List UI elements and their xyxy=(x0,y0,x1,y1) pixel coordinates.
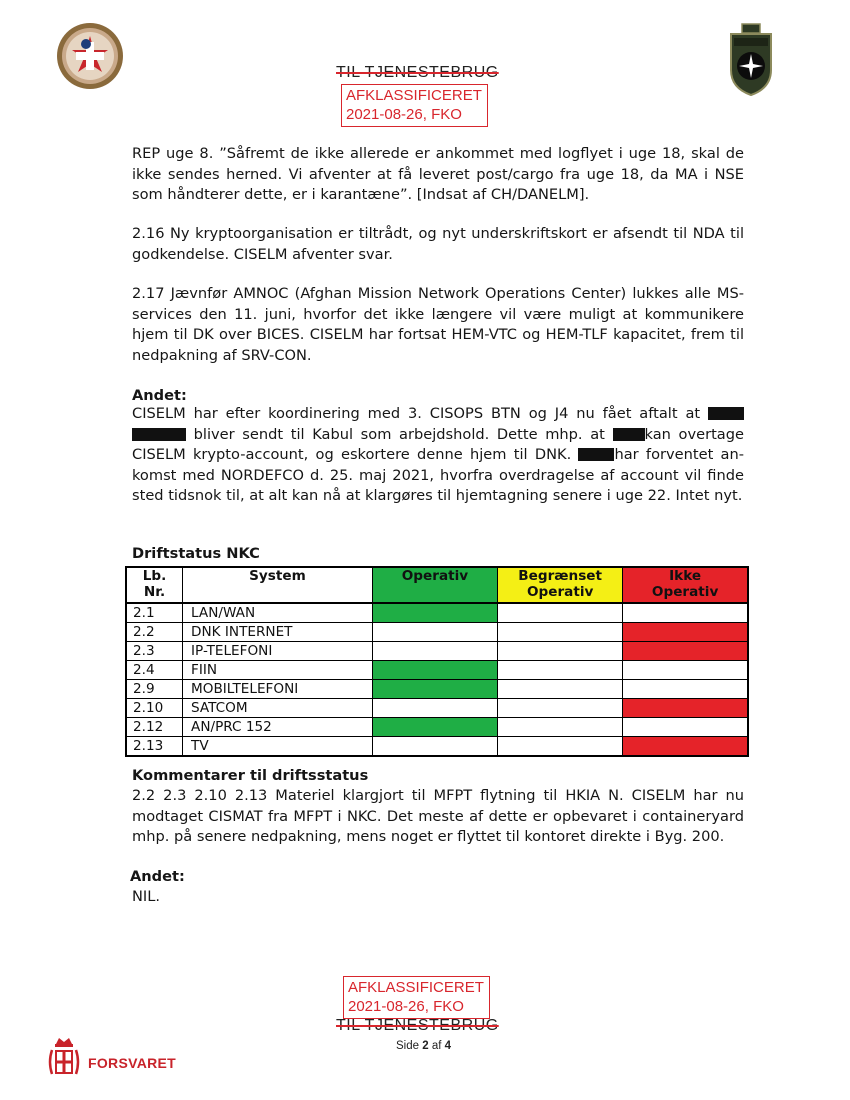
header-text: Operativ xyxy=(651,584,719,600)
cell-system: IP-TELEFONI xyxy=(183,642,373,661)
forsvaret-brand: FORSVARET xyxy=(88,1055,176,1071)
cell-nr: 2.9 xyxy=(126,680,183,699)
kommentar-heading: Kommentarer til driftsstatus xyxy=(132,767,369,784)
cell-status-ikke xyxy=(623,680,748,699)
header-text: Ikke xyxy=(669,568,702,584)
redaction-bar xyxy=(132,428,186,441)
cell-status-operativ xyxy=(372,718,497,737)
cell-status-operativ xyxy=(372,661,497,680)
header-text: Begrænset xyxy=(518,568,603,584)
paragraph-2-17: 2.17 Jævnfør AMNOC (Afghan Mission Network Operations Center) lukkes alle MS-services den 11. juni, hvorfor det ikke længere vil være muligt at kommunikere hjem til DK over BICES. CISELM har fortsat HEM-VTC og HEM-TLF kapacitet, frem til nedpakning af SRV-CON. xyxy=(132,285,744,364)
table-heading: Driftstatus NKC xyxy=(132,545,260,562)
cell-status-begraenset xyxy=(498,661,623,680)
andet-heading-2: Andet: xyxy=(130,868,185,885)
forsvaret-crown-emblem-icon xyxy=(46,1036,82,1080)
table-row xyxy=(126,699,748,718)
table-row xyxy=(126,680,748,699)
header-text: Lb. xyxy=(142,568,167,584)
table-row xyxy=(126,718,748,737)
declassified-stamp-top xyxy=(341,84,488,127)
paragraph-rep-uge-8: REP uge 8. ”Såfremt de ikke allerede er ankommet med logflyet i uge 18, skal de ikke sendes herned. Vi afventer at få leveret post/cargo fra uge 18, da MA i NSE som håndterer dette, er i karantæne”. [Indsat af CH/DANELM]. xyxy=(132,145,744,203)
header-text: Nr. xyxy=(143,584,166,600)
page-current: 2 xyxy=(422,1040,429,1052)
andet-text-2: NIL. xyxy=(132,888,160,905)
page-prefix: Side xyxy=(396,1040,420,1052)
cell-status-operativ xyxy=(372,680,497,699)
andet-text-part-a: CISELM har efter koordinering med 3. CISOPS BTN og J4 nu fået aftalt at xyxy=(132,405,701,422)
cell-nr: 2.1 xyxy=(126,603,183,623)
cell-status-operativ xyxy=(372,642,497,661)
paragraph-andet-1 xyxy=(132,404,744,507)
table-row xyxy=(126,737,748,757)
cell-nr: 2.10 xyxy=(126,699,183,718)
cell-status-ikke xyxy=(623,623,748,642)
stamp-line-date: 2021-08-26, FKO xyxy=(348,998,464,1015)
column-header-nr xyxy=(126,567,183,603)
cell-status-ikke xyxy=(623,642,748,661)
cell-system: FIIN xyxy=(183,661,373,680)
cell-system: DNK INTERNET xyxy=(183,623,373,642)
cell-system: SATCOM xyxy=(183,699,373,718)
cell-status-ikke xyxy=(623,699,748,718)
cell-system: MOBILTELEFONI xyxy=(183,680,373,699)
cell-status-ikke xyxy=(623,737,748,757)
declassified-stamp-bottom xyxy=(343,976,490,1019)
cell-status-begraenset xyxy=(498,623,623,642)
table-row xyxy=(126,661,748,680)
cell-system: LAN/WAN xyxy=(183,603,373,623)
stamp-line-date: 2021-08-26, FKO xyxy=(346,106,462,123)
cell-status-operativ xyxy=(372,623,497,642)
cell-system: TV xyxy=(183,737,373,757)
cell-nr: 2.2 xyxy=(126,623,183,642)
paragraph-2-16: 2.16 Ny kryptoorganisation er tiltrådt, og nyt underskriftskort er afsendt til NDA til godkendelse. CISELM afventer svar. xyxy=(132,225,744,263)
cell-status-begraenset xyxy=(498,680,623,699)
table-row xyxy=(126,642,748,661)
cell-nr: 2.12 xyxy=(126,718,183,737)
andet-text-part-b: bliver sendt til Kabul som arbejdshold. Dette mhp. at xyxy=(193,425,605,443)
cell-status-begraenset xyxy=(498,718,623,737)
redaction-bar xyxy=(708,407,744,420)
kommentar-paragraph: 2.2 2.3 2.10 2.13 Materiel klargjort til MFPT flytning til HKIA N. CISELM har nu modtaget CISMAT fra MFPT i NKC. Det meste af dette er opbevaret i containeryard mhp. på senere nedpakning, mens noget er flyttet til kontoret direkte i Byg. 200. xyxy=(132,787,744,845)
danelm-badge-icon xyxy=(56,22,124,90)
cell-nr: 2.13 xyxy=(126,737,183,757)
classification-marking-bottom: TIL TJENESTEBRUG xyxy=(336,1017,499,1034)
cell-status-ikke xyxy=(623,718,748,737)
page-total: 4 xyxy=(444,1040,452,1052)
column-header-system: System xyxy=(183,567,373,603)
driftstatus-table xyxy=(125,566,749,757)
andet-text-part-c: kan overtage CISELM krypto-account, og eskortere denne hjem til DNK. xyxy=(132,425,744,463)
cell-nr: 2.3 xyxy=(126,642,183,661)
andet-text-part-d: har forventet an-komst med NORDEFCO d. 25. maj 2021, hvorfra overdragelse af account vil finde sted tidsnok til, at alt kan nå at klargøres til hjemtagning senere i uge 22. Intet nyt. xyxy=(132,446,744,504)
column-header-ikke-operativ xyxy=(623,567,748,603)
cell-status-operativ xyxy=(372,603,497,623)
column-header-begraenset xyxy=(498,567,623,603)
cell-status-begraenset xyxy=(498,603,623,623)
table-header-row xyxy=(126,567,748,603)
andet-heading-1: Andet: xyxy=(132,387,187,404)
cell-status-operativ xyxy=(372,737,497,757)
redaction-bar xyxy=(578,448,614,461)
page-of: af xyxy=(431,1040,442,1052)
column-header-operativ: Operativ xyxy=(372,567,497,603)
redaction-bar xyxy=(613,428,645,441)
page-number xyxy=(396,1040,451,1052)
cell-system: AN/PRC 152 xyxy=(183,718,373,737)
table-row xyxy=(126,603,748,623)
cell-status-ikke xyxy=(623,603,748,623)
cell-status-begraenset xyxy=(498,642,623,661)
table-row xyxy=(126,623,748,642)
cell-status-operativ xyxy=(372,699,497,718)
stamp-line-declassified: AFKLASSIFICERET xyxy=(348,979,484,996)
header-text: Operativ xyxy=(526,584,594,600)
classification-marking-top: TIL TJENESTEBRUG xyxy=(336,64,499,81)
cell-status-begraenset xyxy=(498,737,623,757)
cell-status-begraenset xyxy=(498,699,623,718)
cell-status-ikke xyxy=(623,661,748,680)
stamp-line-declassified: AFKLASSIFICERET xyxy=(346,87,482,104)
cell-nr: 2.4 xyxy=(126,661,183,680)
nato-rs-patch-icon xyxy=(728,22,774,96)
